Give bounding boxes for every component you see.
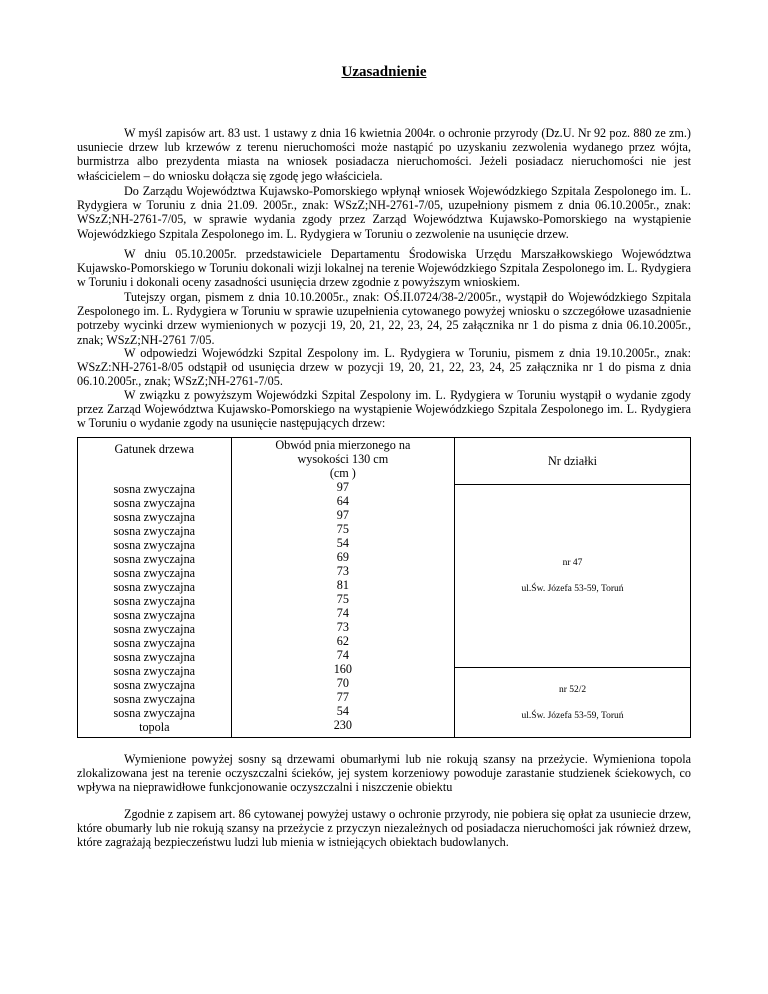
plot-1-address: ul.Św. Józefa 53-59, Toruń <box>521 584 624 594</box>
species-cell: sosna zwyczajna <box>113 538 196 552</box>
species-cell: sosna zwyczajna <box>113 482 196 496</box>
trees-table <box>77 437 691 738</box>
plot-1-cell <box>455 485 690 668</box>
circumference-cell: 64 <box>336 494 349 508</box>
plot-1-number: nr 47 <box>562 558 583 568</box>
paragraph-6-text: W związku z powyższym Wojewódzki Szpital Zespolony im. L. Rydygiera w Toruniu wystąpił o wydanie zgody przez Zarząd Województwa Kujawsko-Pomorskiego na wystąpienie Wojewódzkiego Szpitala Zespolonego im. L. Rydygiera w Toruniu o wydanie zgody na usunięcie następujących drzew: <box>77 388 691 431</box>
species-cell: sosna zwyczajna <box>113 608 196 622</box>
plot-2-address: ul.Św. Józefa 53-59, Toruń <box>521 710 624 721</box>
circumference-header-line-1: Obwód pnia mierzonego na <box>275 438 411 452</box>
species-cell: sosna zwyczajna <box>113 496 196 510</box>
circumference-cell: 97 <box>336 480 349 494</box>
circumference-cell: 73 <box>336 620 349 634</box>
species-cell: topola <box>139 720 170 734</box>
plot-header-cell <box>455 438 691 485</box>
plot-2-number: nr 52/2 <box>558 684 587 695</box>
species-cell: sosna zwyczajna <box>113 580 196 594</box>
circumference-cell: 62 <box>336 634 349 648</box>
paragraph-8 <box>77 807 691 850</box>
circumference-cell: 81 <box>336 578 349 592</box>
circumference-header-line-2: wysokości 130 cm <box>297 452 389 466</box>
paragraph-3 <box>77 247 691 290</box>
species-header: Gatunek drzewa <box>114 442 195 456</box>
circumference-cell: 54 <box>336 536 349 550</box>
species-list <box>78 482 231 734</box>
species-cell: sosna zwyczajna <box>113 678 196 692</box>
species-cell: sosna zwyczajna <box>113 650 196 664</box>
species-cell: sosna zwyczajna <box>113 552 196 566</box>
species-column <box>78 438 232 738</box>
circumference-cell: 160 <box>333 662 352 676</box>
circumference-cell: 69 <box>336 550 349 564</box>
paragraph-2 <box>77 184 691 241</box>
circumference-cell: 75 <box>336 592 349 606</box>
species-cell: sosna zwyczajna <box>113 692 196 706</box>
species-cell: sosna zwyczajna <box>113 566 196 580</box>
paragraph-1-text: W myśl zapisów art. 83 ust. 1 ustawy z dnia 16 kwietnia 2004r. o ochronie przyrody (Dz.U. Nr 92 poz. 880 ze zm.) usuniecie drzew lub krzewów z terenu nieruchomości może nastąpić po uzyskaniu zezwolenia wydanego przez wójta, burmistrza albo prezydenta miasta na wniosek posiadacza nieruchomości. Jeżeli posiadacz nieruchomości nie jest właścicielem – do wniosku dołącza się zgodę jego właściciela. <box>77 126 691 183</box>
species-cell: sosna zwyczajna <box>113 636 196 650</box>
species-cell: sosna zwyczajna <box>113 706 196 720</box>
paragraph-7 <box>77 752 691 795</box>
species-cell: sosna zwyczajna <box>113 622 196 636</box>
paragraph-5-text: W odpowiedzi Wojewódzki Szpital Zespolony im. L. Rydygiera w Toruniu, pismem z dnia 19.10.2005r., znak: WSzZ:NH-2761-8/05 odstąpił od usunięcia drzew w pozycji 19, 20, 21, 22, 23, 24, 25 załącznika nr 1 do pisma z dnia 06.10.2005r., znak; WSzZ;NH-2761-7/05. <box>77 346 691 389</box>
plot-cells <box>455 485 691 738</box>
plot-header: Nr działki <box>548 454 598 468</box>
plot-2-cell <box>455 668 690 737</box>
circumference-cell: 97 <box>336 508 349 522</box>
species-cell: sosna zwyczajna <box>113 524 196 538</box>
circumference-cell: 75 <box>336 522 349 536</box>
paragraph-4-text: Tutejszy organ, pismem z dnia 10.10.2005r., znak: OŚ.II.0724/38-2/2005r., wystąpił do Wojewódzkiego Szpitala Zespolonego im. L. Rydygiera w Toruniu w sprawie uzupełnienia cytowanego powyżej wniosku o szczegółowe uzasadnienie potrzeby wycinki drzew wymienionych w pozycji 19, 20, 21, 22, 23, 24, 25 załącznika nr 1 do pisma z dnia 06.10.2005r., znak; WSzZ;NH-2761 7/05. <box>77 290 691 347</box>
circumference-cell: 74 <box>336 648 349 662</box>
paragraph-8-text: Zgodnie z zapisem art. 86 cytowanej powyżej ustawy o ochronie przyrody, nie pobiera się opłat za usuniecie drzew, które obumarły lub nie rokują szansy na przeżycie z przyczyn niezależnych od posiadacza nieruchomości jak również drzew, które zagrażają bezpieczeństwu ludzi lub mienia w istniejących obiektach budowlanych. <box>77 807 691 850</box>
paragraph-7-text: Wymienione powyżej sosny są drzewami obumarłymi lub nie rokują szansy na przeżycie. Wymieniona topola zlokalizowana jest na terenie oczyszczalni ścieków, jej system korzeniowy powoduje zarastanie studzienek ściekowych, co wpływa na nieprawidłowe funkcjonowanie oczyszczalni i niszczenie obiektu <box>77 752 691 795</box>
species-cell: sosna zwyczajna <box>113 510 196 524</box>
paragraph-2-text: Do Zarządu Województwa Kujawsko-Pomorskiego wpłynął wniosek Wojewódzkiego Szpitala Zespolonego im. L. Rydygiera w Toruniu z dnia 21.09. 2005r., znak: WSzZ;NH-2761-7/05, uzupełniony pismem z dnia 06.10.2005r., znak: WSzZ;NH-2761-7/05, w sprawie wydania zgody przez Zarząd Województwa Kujawsko-Pomorskiego na wystąpienie Wojewódzkiego Szpitala Zespolonego im. L. Rydygiera w Toruniu o zezwolenie na usunięcie drzew. <box>77 184 691 241</box>
species-cell: sosna zwyczajna <box>113 594 196 608</box>
paragraph-1 <box>77 126 691 183</box>
species-cell: sosna zwyczajna <box>113 664 196 678</box>
page-title: Uzasadnienie <box>341 64 427 80</box>
circumference-cell: 73 <box>336 564 349 578</box>
circumference-column <box>231 438 455 738</box>
circumference-list <box>232 480 455 732</box>
circumference-cell: 77 <box>336 690 349 704</box>
paragraph-3-text: W dniu 05.10.2005r. przedstawiciele Departamentu Środowiska Urzędu Marszałkowskiego Województwa Kujawsko-Pomorskiego w Toruniu dokonali wizji lokalnej na terenie Wojewódzkiego Szpitala Zespolonego im. L. Rydygiera w Toruniu i dokonali oceny zasadności usunięcia drzew zgodnie z powyższym wnioskiem. <box>77 247 691 290</box>
circumference-cell: 70 <box>336 676 349 690</box>
paragraph-5 <box>77 346 691 389</box>
circumference-header-line-3: (cm ) <box>329 466 356 480</box>
circumference-cell: 74 <box>336 606 349 620</box>
circumference-cell: 54 <box>336 704 349 718</box>
paragraph-4 <box>77 290 691 347</box>
paragraph-6 <box>77 388 691 431</box>
circumference-cell: 230 <box>333 718 352 732</box>
